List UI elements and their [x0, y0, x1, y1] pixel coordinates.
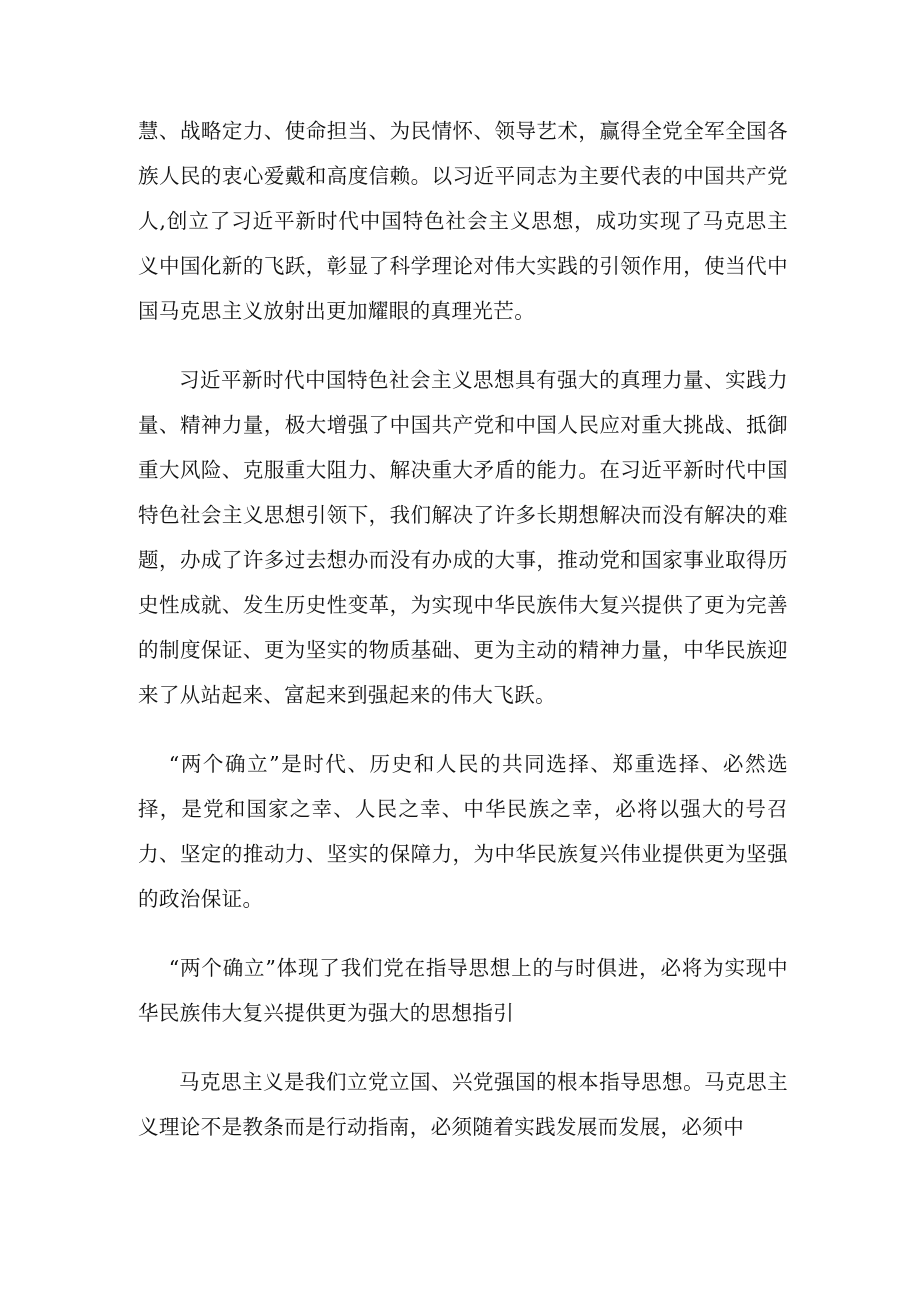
document-body [138, 109, 788, 1174]
paragraph-4: “两个确立”体现了我们党在指导思想上的与时俱进，必将为实现中华民族伟大复兴提供更为强大的思想指引 [138, 956, 788, 1025]
paragraph-5: 马克思主义是我们立党立国、兴党强国的根本指导思想。马克思主义理论不是教条而是行动指南，必须随着实践发展而发展，必须中 [138, 1070, 788, 1139]
paragraph-1: 慧、战略定力、使命担当、为民情怀、领导艺术，赢得全党全军全国各族人民的衷心爱戴和高度信赖。以习近平同志为主要代表的中国共产党人,创立了习近平新时代中国特色社会主义思想，成功实现了马克思主义中国化新的飞跃，彰显了科学理论对伟大实践的引领作用，使当代中国马克思主义放射出更加耀眼的真理光芒。 [138, 119, 788, 323]
paragraph-3: “两个确立”是时代、历史和人民的共同选择、郑重选择、必然选择，是党和国家之幸、人民之幸、中华民族之幸，必将以强大的号召力、坚定的推动力、坚实的保障力，为中华民族复兴伟业提供更为坚强的政治保证。 [138, 752, 788, 911]
paragraph-2: 习近平新时代中国特色社会主义思想具有强大的真理力量、实践力量、精神力量，极大增强了中国共产党和中国人民应对重大挑战、抵御重大风险、克服重大阻力、解决重大矛盾的能力。在习近平新时代中国特色社会主义思想引领下，我们解决了许多长期想解决而没有解决的难题，办成了许多过去想办而没有办成的大事，推动党和国家事业取得历史性成就、发生历史性变革，为实现中华民族伟大复兴提供了更为完善的制度保证、更为坚实的物质基础、更为主动的精神力量，中华民族迎来了从站起来、富起来到强起来的伟大飞跃。 [138, 368, 788, 707]
